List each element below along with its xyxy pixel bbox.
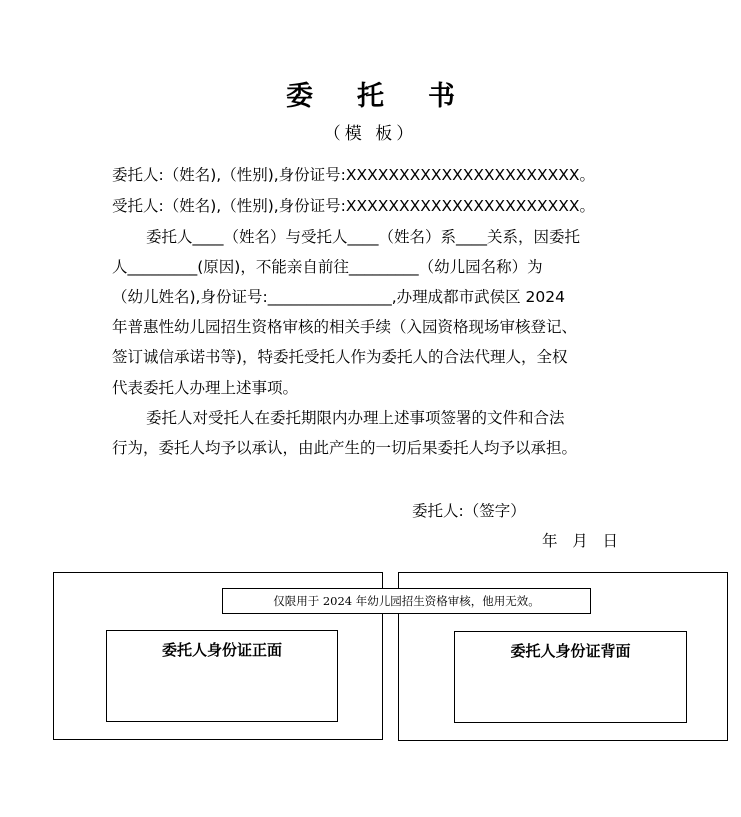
- id-front-box: [106, 630, 338, 722]
- text-line-6: 年普惠性幼儿园招生资格审核的相关手续（入园资格现场审核登记、: [112, 318, 578, 336]
- id-back-label: 委托人身份证背面: [510, 642, 631, 660]
- signature-label: 委托人:（签字）: [412, 502, 526, 520]
- text-line-7: 签订诚信承诺书等)，特委托受托人作为委托人的合法代理人，全权: [112, 348, 568, 366]
- text-line-5: （幼儿姓名),身份证号:________________,办理成都市武侯区 2024: [112, 288, 565, 306]
- usage-notice: 仅限用于 2024 年幼儿园招生资格审核，他用无效。: [222, 588, 591, 614]
- document-subtitle: （模 板）: [323, 124, 418, 144]
- id-back-box: [454, 631, 687, 723]
- id-front-label: 委托人身份证正面: [161, 641, 282, 659]
- text-line-9: 委托人对受托人在委托期限内办理上述事项签署的文件和合法: [146, 409, 565, 427]
- text-line-10: 行为，委托人均予以承认，由此产生的一切后果委托人均予以承担。: [112, 439, 578, 457]
- text-line-8: 代表委托人办理上述事项。: [112, 379, 299, 397]
- text-line-4: 人_________(原因)，不能亲自前往_________（幼儿园名称）为: [112, 258, 543, 276]
- date-label: 年 月 日: [542, 532, 619, 550]
- text-line-1: 委托人:（姓名),（性别),身份证号:XXXXXXXXXXXXXXXXXXXXXX。: [112, 166, 595, 184]
- text-line-3: 委托人____（姓名）与受托人____（姓名）系____关系，因委托: [146, 228, 581, 246]
- document-title: 委托书: [286, 81, 499, 112]
- text-line-2: 受托人:（姓名),（性别),身份证号:XXXXXXXXXXXXXXXXXXXXXX。: [112, 197, 595, 215]
